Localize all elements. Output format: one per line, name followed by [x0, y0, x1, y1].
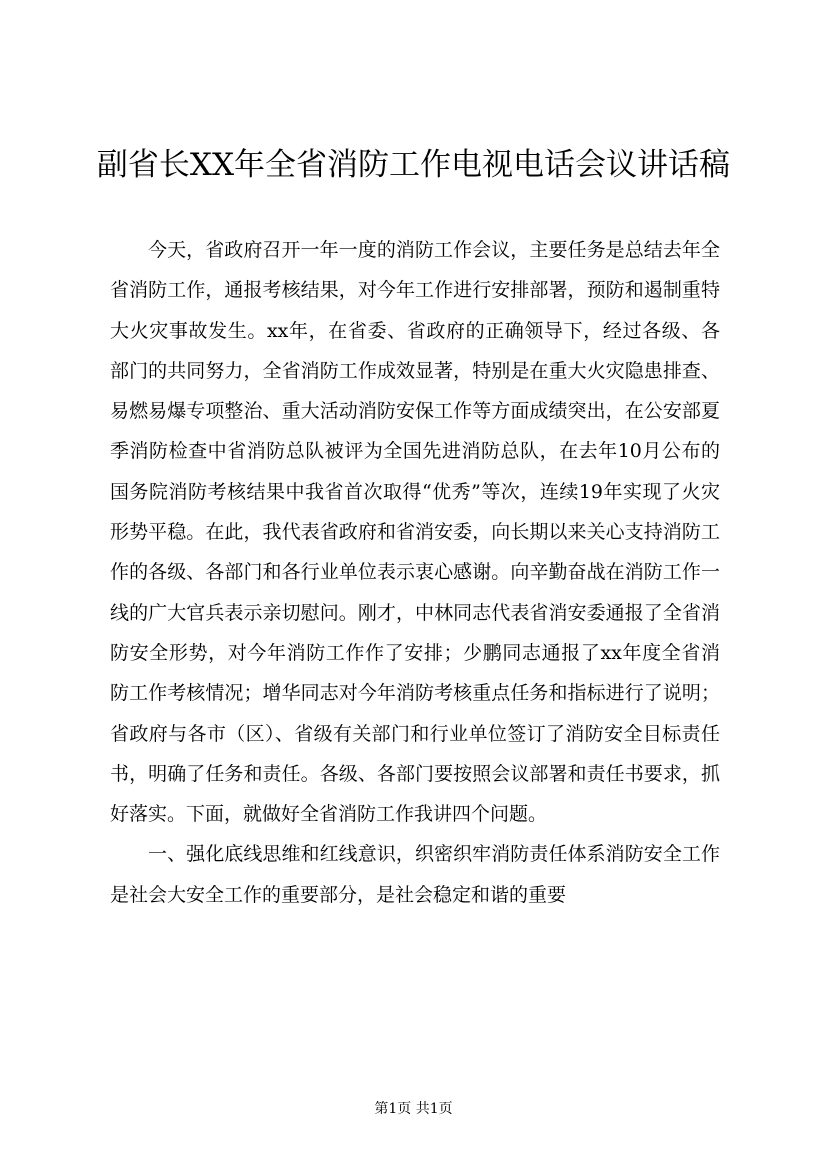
document-title: 副省长XX年全省消防工作电视电话会议讲话稿 [96, 147, 731, 183]
document-body [110, 230, 720, 915]
paragraph-1: 今天，省政府召开一年一度的消防工作会议，主要任务是总结去年全省消防工作，通报考核结果，对今年工作进行安排部署，预防和遏制重特大火灾事故发生。xx年，在省委、省政府的正确领导下，经过各级、各部门的共同努力，全省消防工作成效显著，特别是在重大火灾隐患排查、易燃易爆专项整治、重大活动消防安保工作等方面成绩突出，在公安部夏季消防检查中省消防总队被评为全国先进消防总队，在去年10月公布的国务院消防考核结果中我省首次取得“优秀”等次，连续19年实现了火灾形势平稳。在此，我代表省政府和省消安委，向长期以来关心支持消防工作的各级、各部门和各行业单位表示衷心感谢。向辛勤奋战在消防工作一线的广大官兵表示亲切慰问。刚才，中林同志代表省消安委通报了全省消防安全形势，对今年消防工作作了安排；少鹏同志通报了xx年度全省消防工作考核情况；增华同志对今年消防考核重点任务和指标进行了说明；省政府与各市（区）、省级有关部门和行业单位签订了消防安全目标责任书，明确了任务和责任。各级、各部门要按照会议部署和责任书要求，抓好落实。下面，就做好全省消防工作我讲四个问题。 [110, 239, 720, 826]
paragraph-2: 一、强化底线思维和红线意识，织密织牢消防责任体系消防安全工作是社会大安全工作的重要部分，是社会稳定和谐的重要 [110, 843, 720, 906]
page-footer: 第1页 共1页 [374, 1101, 453, 1117]
